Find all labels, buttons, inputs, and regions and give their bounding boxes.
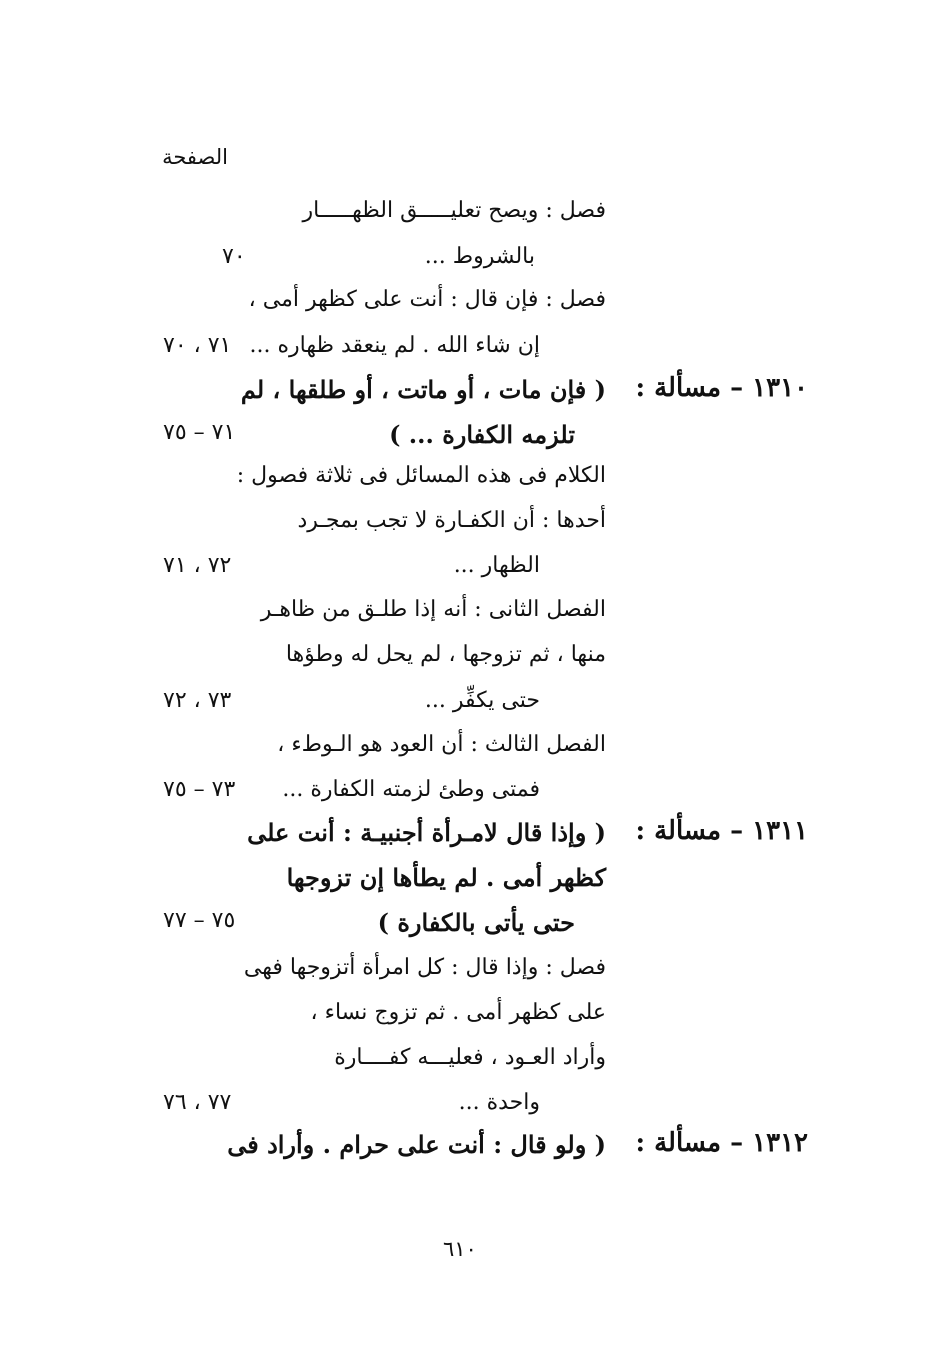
index-entry-text: واحدة ...: [458, 1090, 540, 1115]
index-entry-text: ( ولو قال : أنت على حرام . وأراد فى: [227, 1130, 606, 1159]
index-entry-text: فصل : ويصح تعليـــــق الظهـــــار: [302, 198, 606, 223]
index-entry-text: وأراد العـود ، فعليـــه كفــــارة: [334, 1045, 606, 1070]
index-entry-page-ref: ٧٣ – ٧٥: [163, 777, 236, 802]
index-entry-page-ref: ٧٠: [222, 244, 246, 269]
index-entry-text: أحدها : أن الكفـارة لا تجب بمجـرد: [297, 508, 606, 533]
index-entry-text: كظهر أمى . لم يطأها إن تزوجها: [286, 863, 606, 892]
index-entry-text: ( وإذا قال لامـرأة أجنبيـة : أنت على: [247, 818, 606, 847]
index-entry-text: الفصل الثانى : أنه إذا طلـق من ظاهـر: [260, 597, 606, 622]
index-entry-text: ( فإن مات ، أو ماتت ، أو طلقها ، لم: [240, 375, 606, 404]
index-entry-text: بالشروط ...: [424, 244, 535, 269]
page-number: ٦١٠: [443, 1237, 477, 1261]
index-entry-page-ref: ٧١ – ٧٥: [163, 420, 236, 445]
page-column-label: الصفحة: [162, 145, 228, 169]
index-entry-text: فمتى وطئ لزمته الكفارة ...: [282, 777, 540, 802]
index-entry-page-ref: ٧٢ ، ٧١: [163, 553, 232, 578]
index-entry-page-ref: ٧٥ – ٧٧: [163, 908, 236, 933]
index-entry-text: على كظهر أمى . ثم تزوج نساء ،: [310, 1000, 606, 1025]
index-entry-page-ref: ٧٣ ، ٧٢: [163, 688, 232, 713]
masala-heading: ١٣١١ – مسألة :: [635, 816, 808, 846]
index-entry-text: حتى يكفِّر ...: [424, 688, 540, 713]
index-entry-page-ref: ٧٧ ، ٧٦: [163, 1090, 232, 1115]
index-entry-text: الفصل الثالث : أن العود هو الـوطء ،: [277, 732, 606, 757]
index-entry-text: إن شاء الله . لم ينعقد ظهاره ...: [249, 333, 540, 358]
index-entry-page-ref: ٧١ ، ٧٠: [163, 333, 232, 358]
index-entry-text: فصل : فإن قال : أنت على كظهر أمى ،: [248, 287, 606, 312]
masala-heading: ١٣١٠ – مسألة :: [635, 373, 808, 403]
index-entry-text: منها ، ثم تزوجها ، لم يحل له وطؤها: [285, 642, 606, 667]
index-entry-text: تلزمه الكفارة ... ): [389, 420, 575, 449]
masala-heading: ١٣١٢ – مسألة :: [635, 1128, 808, 1158]
index-entry-text: فصل : وإذا قال : كل امرأة أتزوجها فهى: [243, 955, 606, 980]
index-entry-text: الكلام فى هذه المسائل فى ثلاثة فصول :: [236, 463, 606, 488]
index-entry-text: الظهار ...: [453, 553, 540, 578]
index-entry-text: حتى يأتى بالكفارة ): [377, 908, 575, 937]
